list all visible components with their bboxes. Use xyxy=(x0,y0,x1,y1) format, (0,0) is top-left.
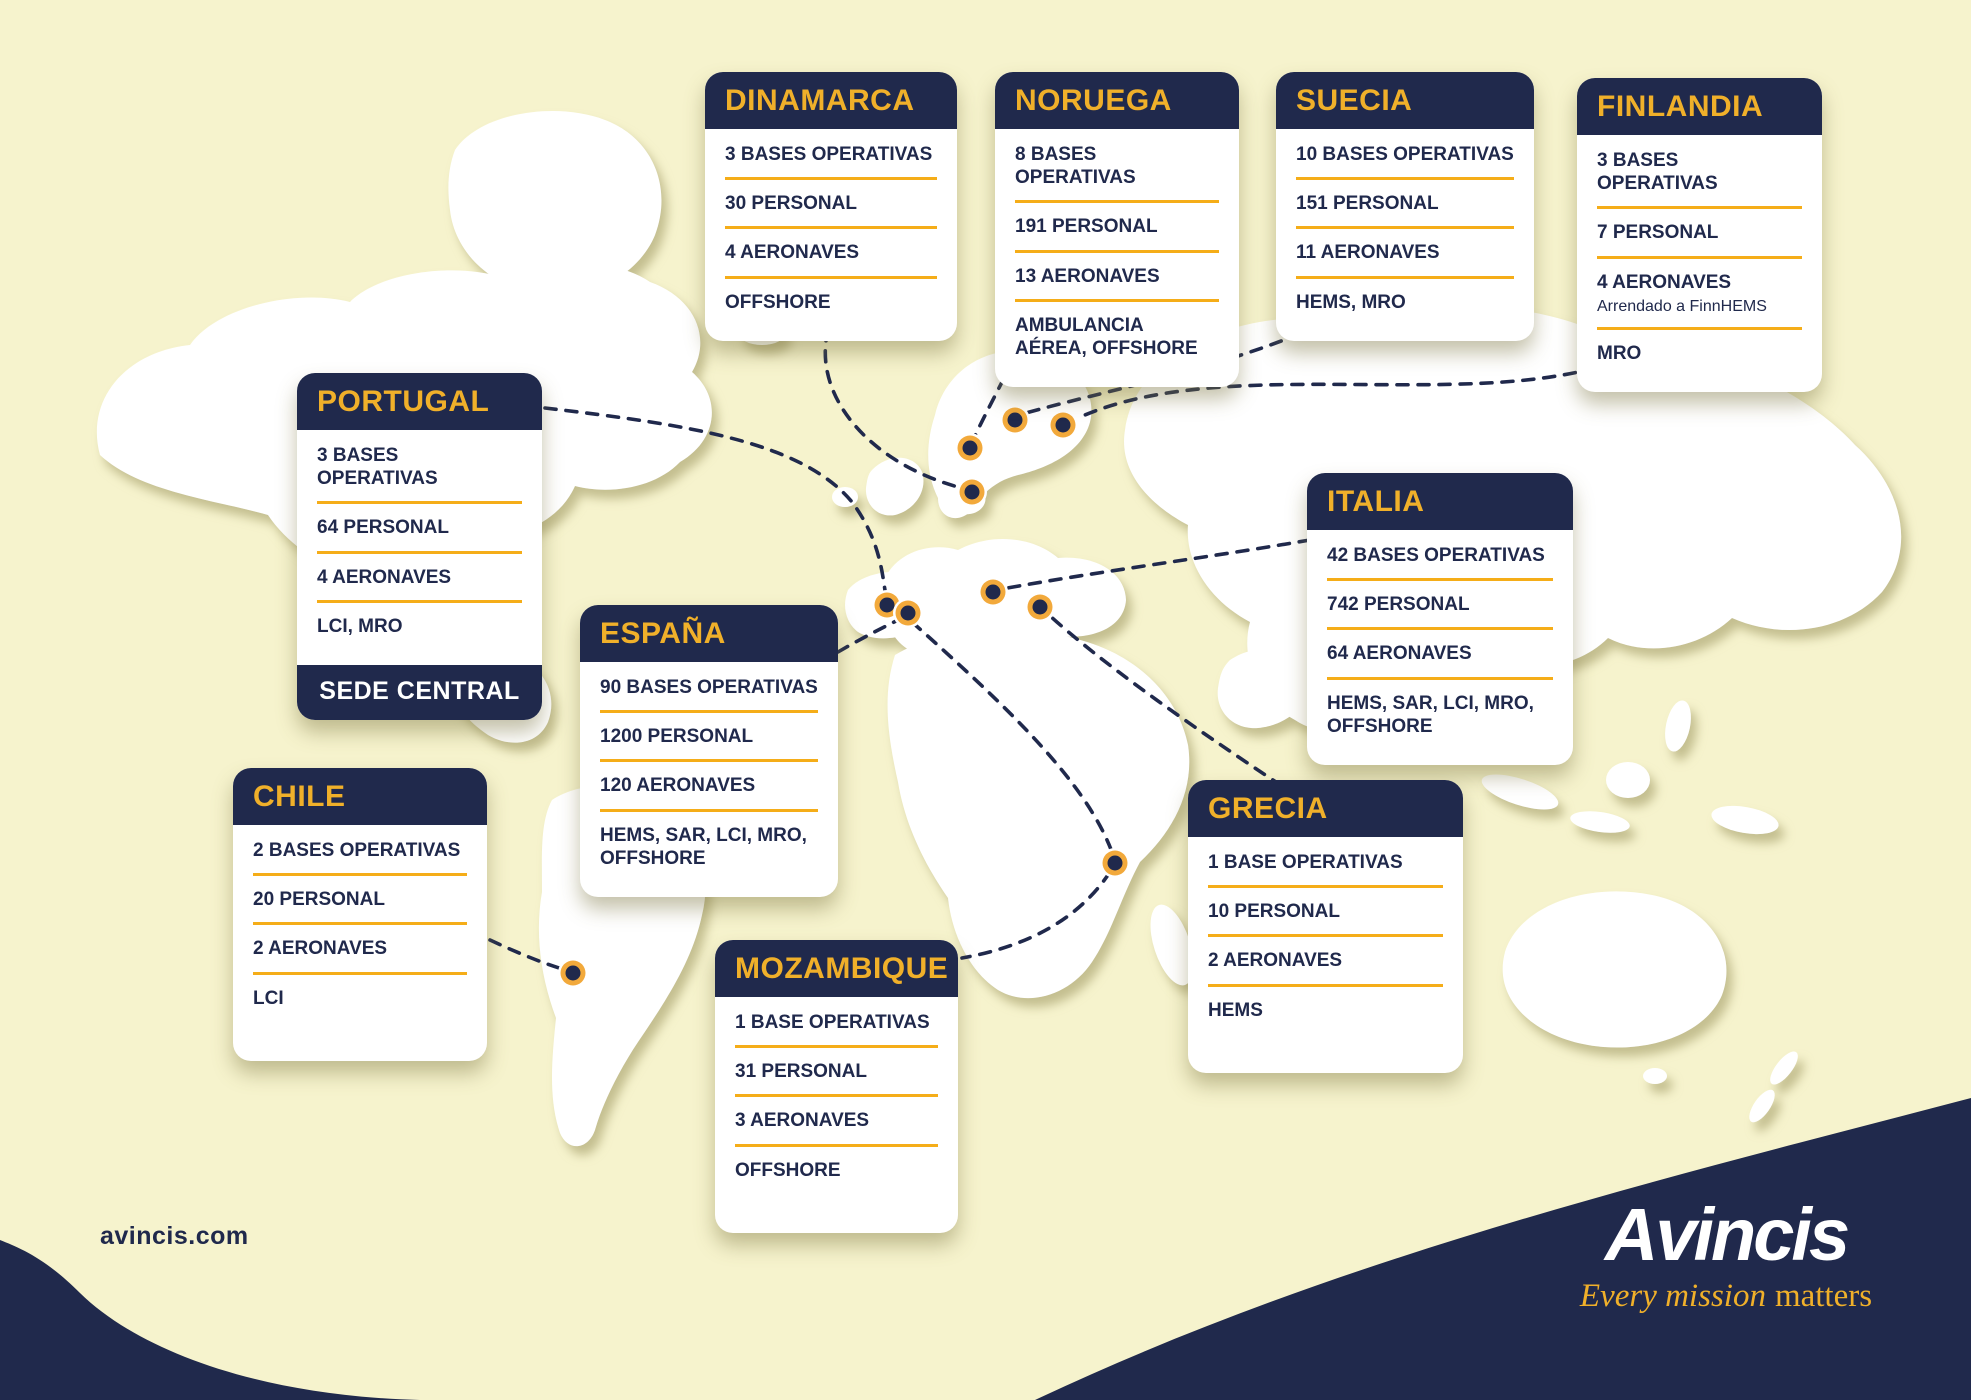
sede-central-badge: SEDE CENTRAL xyxy=(297,665,542,720)
island-tasmania xyxy=(1643,1068,1667,1084)
country-card-noruega xyxy=(995,72,1239,387)
card-body xyxy=(715,997,958,1233)
continent-australia xyxy=(1503,891,1727,1047)
stat-personal: 64 PERSONAL xyxy=(317,504,522,553)
stat-bases: 3 BASES OPERATIVAS xyxy=(1597,137,1802,209)
stat-aeronaves-value: 4 AERONAVES xyxy=(1597,271,1732,293)
card-body xyxy=(1577,135,1822,392)
stat-personal: 151 PERSONAL xyxy=(1296,180,1514,229)
stat-aeronaves-note: Arrendado a FinnHEMS xyxy=(1597,297,1767,315)
stat-aeronaves: 120 AERONAVES xyxy=(600,762,818,811)
brand-logo xyxy=(1578,1193,1874,1315)
brand-wordmark: Avincis xyxy=(1604,1193,1848,1276)
base-marker-mozambique xyxy=(1100,848,1130,878)
card-header xyxy=(580,605,838,662)
card-header xyxy=(1276,72,1534,129)
card-header xyxy=(705,72,957,129)
stat-aeronaves: 2 AERONAVES xyxy=(253,925,467,974)
base-marker-denmark xyxy=(957,477,987,507)
country-card-grecia xyxy=(1188,780,1463,1073)
stat-services: LCI xyxy=(253,987,284,1009)
stat-aeronaves xyxy=(1597,259,1802,331)
country-name: PORTUGAL xyxy=(317,385,490,418)
card-header xyxy=(1577,78,1822,135)
stat-personal: 742 PERSONAL xyxy=(1327,581,1553,630)
base-marker-chile xyxy=(558,958,588,988)
base-marker-italy xyxy=(978,577,1008,607)
stat-services: HEMS, MRO xyxy=(1296,291,1406,313)
stat-bases: 1 BASE OPERATIVAS xyxy=(735,999,938,1048)
country-name: FINLANDIA xyxy=(1597,90,1764,123)
brand-tagline-regular: matters xyxy=(1774,1278,1873,1314)
country-name: CHILE xyxy=(253,780,346,813)
stat-services: HEMS xyxy=(1208,999,1263,1021)
country-name: SUECIA xyxy=(1296,84,1413,117)
stat-bases: 3 BASES OPERATIVAS xyxy=(317,432,522,504)
card-header xyxy=(1188,780,1463,837)
card-header xyxy=(995,72,1239,129)
base-marker-greece xyxy=(1025,592,1055,622)
base-marker-norway-coast xyxy=(955,433,985,463)
stat-bases: 8 BASES OPERATIVAS xyxy=(1015,131,1219,203)
country-name: MOZAMBIQUE xyxy=(735,952,949,985)
country-name: ESPAÑA xyxy=(600,617,726,650)
stat-services: MRO xyxy=(1597,343,1642,365)
stat-personal: 1200 PERSONAL xyxy=(600,713,818,762)
stat-services: AMBULANCIA AÉREA, OFFSHORE xyxy=(1015,314,1198,359)
country-card-finlandia xyxy=(1577,78,1822,392)
stat-bases: 2 BASES OPERATIVAS xyxy=(253,827,467,876)
country-name: ITALIA xyxy=(1327,485,1425,518)
stat-bases: 90 BASES OPERATIVAS xyxy=(600,664,818,713)
country-name: NORUEGA xyxy=(1015,84,1172,117)
card-body xyxy=(995,129,1239,387)
card-header xyxy=(1307,473,1573,530)
stat-personal: 20 PERSONAL xyxy=(253,876,467,925)
brand-tagline xyxy=(1578,1278,1874,1315)
card-body xyxy=(1188,837,1463,1073)
base-marker-norway-a xyxy=(1000,405,1030,435)
card-body xyxy=(705,129,957,341)
country-card-suecia xyxy=(1276,72,1534,341)
stat-services: HEMS, SAR, LCI, MRO, OFFSHORE xyxy=(1327,692,1534,737)
stat-bases: 3 BASES OPERATIVAS xyxy=(725,131,937,180)
stat-personal: 10 PERSONAL xyxy=(1208,888,1443,937)
card-body xyxy=(1307,530,1573,765)
country-card-chile xyxy=(233,768,487,1061)
stat-bases: 1 BASE OPERATIVAS xyxy=(1208,839,1443,888)
card-header xyxy=(297,373,542,430)
website-url: avincis.com xyxy=(100,1222,249,1250)
country-name: DINAMARCA xyxy=(725,84,915,117)
card-header xyxy=(715,940,958,997)
base-marker-spain xyxy=(893,598,923,628)
stat-personal: 31 PERSONAL xyxy=(735,1048,938,1097)
stat-aeronaves: 13 AERONAVES xyxy=(1015,253,1219,302)
country-card-dinamarca xyxy=(705,72,957,341)
stat-services: OFFSHORE xyxy=(735,1159,841,1181)
card-body xyxy=(297,430,542,665)
country-card-mozambique xyxy=(715,940,958,1233)
card-header xyxy=(233,768,487,825)
stat-aeronaves: 3 AERONAVES xyxy=(735,1097,938,1146)
country-card-espana xyxy=(580,605,838,897)
stat-aeronaves: 64 AERONAVES xyxy=(1327,630,1553,679)
stat-services: HEMS, SAR, LCI, MRO, OFFSHORE xyxy=(600,824,807,869)
card-body xyxy=(1276,129,1534,341)
brand-tagline-italic: Every mission xyxy=(1579,1278,1766,1314)
card-body xyxy=(233,825,487,1061)
stat-aeronaves: 2 AERONAVES xyxy=(1208,937,1443,986)
country-card-portugal xyxy=(297,373,542,720)
stat-bases: 10 BASES OPERATIVAS xyxy=(1296,131,1514,180)
island-borneo xyxy=(1606,762,1650,798)
stat-bases: 42 BASES OPERATIVAS xyxy=(1327,532,1553,581)
stat-personal: 7 PERSONAL xyxy=(1597,209,1802,258)
country-name: GRECIA xyxy=(1208,792,1328,825)
stat-aeronaves: 4 AERONAVES xyxy=(317,554,522,603)
base-marker-sweden xyxy=(1048,410,1078,440)
stat-services: LCI, MRO xyxy=(317,615,403,637)
stat-personal: 30 PERSONAL xyxy=(725,180,937,229)
stat-personal: 191 PERSONAL xyxy=(1015,203,1219,252)
card-body xyxy=(580,662,838,897)
island-ireland xyxy=(832,487,858,507)
stat-aeronaves: 4 AERONAVES xyxy=(725,229,937,278)
country-card-italia xyxy=(1307,473,1573,765)
stat-services: OFFSHORE xyxy=(725,291,831,313)
stat-aeronaves: 11 AERONAVES xyxy=(1296,229,1514,278)
